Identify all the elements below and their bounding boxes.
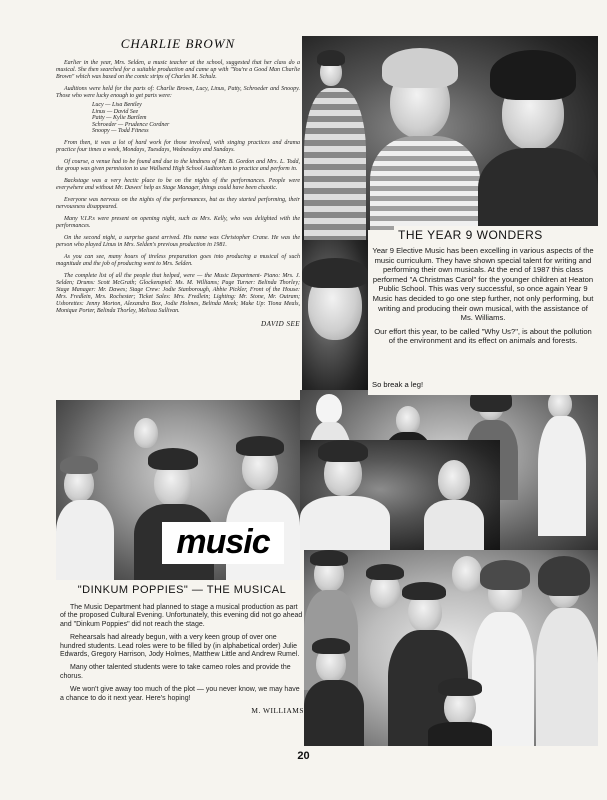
article-paragraph: Year 9 Elective Music has been excelling in various aspects of the music curriculum. They have shown special talent for writing and performing their own musicals. At the end of 1987 this class performed "A Christmas Carol" for the younger children at Heaton Public School. This was very successful, so once again Year 9 Music has decided to go one step further, not only performing, but writing and producing their own musical, with the assistance of Ms. Williams.	[372, 246, 594, 323]
cast-item: Lucy — Lisa Bentley	[92, 102, 142, 108]
article-paragraph: Of course, a venue had to be found and due to the kindness of Mr. B. Gordon and Mrs. L. Todd, the group was given permission to use Wallsend High School Auditorium to practice and perform in.	[56, 158, 300, 172]
year9-title: THE YEAR 9 WONDERS	[394, 226, 598, 244]
article-paragraph: On the second night, a surprise guest arrived. His name was Christopher Crane. He was the person who played Linus in Mrs. Selden's previous production in 1981.	[56, 234, 300, 248]
cast-item: Schroeder — Prudence Cordner	[92, 121, 170, 128]
article-paragraph: Everyone was nervous on the nights of the performances, but as they started performing, their nervousness disappeared.	[56, 196, 300, 210]
cast-item: Linus — David See	[92, 108, 139, 115]
photo-students-smiling	[300, 440, 500, 550]
article-paragraph: Backstage was a very hectic place to be on the nights of the performances. People were everywhere and without Mr. Dawes' help as Stage Manager, things could have been chaotic.	[56, 177, 300, 191]
article-paragraph: We won't give away too much of the plot — you never know, we may have a chance to do it next year. Here's hoping!	[60, 686, 300, 702]
article-paragraph: The Music Department had planned to stage a musical production as part of the proposed Cultural Evening. Unfortunately, this evening did not go ahead and "Dinkum Poppies" did not reach the stage.	[60, 604, 303, 628]
charlie-brown-article	[56, 36, 300, 410]
article-paragraph: Our effort this year, to be called "Why Us?", is about the pollution of the environment and its effect on animals and forests.	[374, 326, 592, 346]
article-paragraph: The complete list of all the people that helped, were — the Music Department- Piano: Mrs. J. Selden; Drums: Scott McGrath; Glockenspiel: Ms. M. Williams; Page Turner: Belinda Thorley; Stage Manager: Mr. Dawes; Stage Crew: Jodie Stanborough, Abbie Pickler, Front of the House: Mrs. Fredlein, Mrs. Rochester; Ticket Sales: Mrs. Fredlein; Lighting: Mr. Stone, Mr. Outram; Ushorettes: Jenny Morton, Alexandra Box, Jodie Holmes, Belinda Meek; Make Up: Tiona Meals, Monique Porter, Belinda Thorley, Melissa Sullivan.	[56, 272, 300, 314]
page-number: 20	[297, 750, 310, 762]
article-paragraph: Auditions were held for the parts of: Charlie Brown, Lucy, Linus, Patty, Schroeder and Snoopy. Those who were lucky enough to get parts were:	[56, 86, 300, 99]
article-paragraph: Rehearsals had already begun, with a very keen group of over one hundred students. Lead roles were to be filled by (in alphabetical order) Julie Edwards, Gregory Harrison, Jody Holmes, Matthew Little and Andrew Rumel.	[60, 634, 300, 659]
dinkum-poppies-article	[60, 584, 304, 750]
article-paragraph: As you can see, many hours of tireless preparation goes into producing a musical of such magnitude and the job of producing went to Mrs. Selden.	[56, 253, 300, 267]
article-signature: M. WILLIAMS	[251, 706, 304, 716]
section-label-music: music	[162, 522, 284, 564]
article-paragraph: Earlier in the year, Mrs. Selden, a music teacher at the school, suggested that her class do a musical. She then searched for a suitable production and came up with "You're a Good Man Charlie Brown" which was based on the comic strips of Charles M. Schulz.	[56, 60, 300, 80]
year9-closing: So break a leg!	[368, 378, 458, 392]
photo-teachers-top	[302, 36, 598, 240]
article-paragraph: Many V.I.P.s were present on opening night, such as Mrs. Kelly, who was delighted with the performances.	[56, 215, 300, 229]
cast-list	[92, 102, 300, 135]
article-paragraph: Many other talented students were to take cameo roles and provide the chorus.	[60, 664, 291, 680]
year9-article	[368, 230, 598, 395]
photo-student-portrait	[302, 240, 368, 390]
dinkum-title: "DINKUM POPPIES" — THE MUSICAL	[77, 584, 287, 596]
year9-body	[368, 246, 598, 350]
cast-item: Patty — Kylie Bartlem	[92, 115, 147, 122]
cast-item: Snoopy — Todd Fitness	[92, 128, 149, 135]
article-paragraph: From then, it was a lot of hard work for those involved, with singing practices and drama practice four times a week, Mondays, Tuesdays, Wednesdays and Sundays.	[56, 139, 300, 153]
photo-dinkum-cast	[304, 550, 598, 746]
charlie-brown-title: CHARLIE BROWN	[120, 36, 236, 51]
article-signature: DAVID SEE	[261, 319, 300, 328]
